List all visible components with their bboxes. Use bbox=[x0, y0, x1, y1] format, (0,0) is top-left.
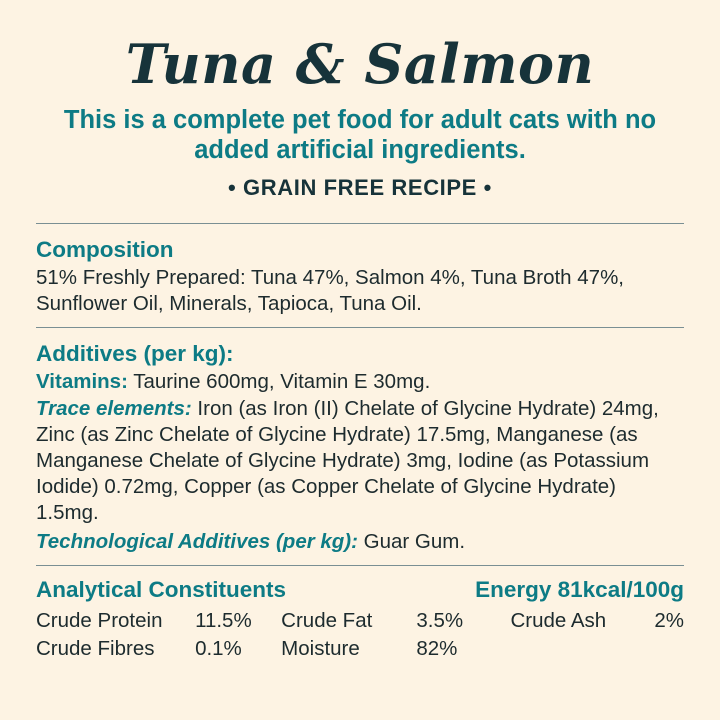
analytical-header-row bbox=[36, 576, 684, 603]
cell-name: Crude Ash bbox=[510, 609, 607, 633]
table-row bbox=[36, 607, 684, 635]
trace-elements-label: Trace elements: bbox=[36, 396, 192, 420]
technological-additives-line bbox=[36, 529, 684, 556]
divider-middle bbox=[36, 327, 684, 328]
composition-heading: Composition bbox=[36, 236, 174, 262]
trace-elements-line bbox=[36, 396, 684, 527]
additives-section bbox=[36, 338, 684, 555]
vitamins-text: Taurine 600mg, Vitamin E 30mg. bbox=[127, 370, 431, 394]
analytical-section bbox=[36, 576, 684, 662]
cell-name: Moisture bbox=[281, 637, 360, 661]
cell-value: 11.5% bbox=[195, 609, 252, 633]
table-row bbox=[36, 635, 684, 663]
cell-value: 2% bbox=[654, 609, 684, 633]
cell-value: 82% bbox=[416, 637, 458, 661]
energy-value: Energy 81kcal/100g bbox=[475, 577, 684, 603]
analytical-heading: Analytical Constituents bbox=[36, 577, 287, 603]
vitamins-line bbox=[36, 369, 684, 395]
grain-free-recipe-line: • GRAIN FREE RECIPE • bbox=[228, 174, 492, 200]
divider-top bbox=[36, 223, 684, 224]
page-title: Tuna & Salmon bbox=[125, 32, 595, 96]
trace-elements-text: Iron (as Iron (II) Chelate of Glycine Hydrate) 24mg, Zinc (as Zinc Chelate of Glycine Hydrate) 17.5mg, Manganese (as Manganese Chelate of Glycine Hydrate) 3mg, Iodine (as Potassium Iodide) 0.72mg, Copper (as Copper Chelate of Glycine Hydrate) 1.5mg. bbox=[36, 396, 659, 525]
technological-additives-label: Technological Additives (per kg): bbox=[36, 529, 358, 553]
cell-value: 0.1% bbox=[195, 637, 242, 661]
technological-additives-text: Guar Gum. bbox=[357, 529, 466, 553]
analytical-table bbox=[36, 607, 684, 662]
cell-name: Crude Fat bbox=[281, 609, 373, 633]
additives-heading: Additives (per kg): bbox=[36, 341, 234, 367]
cell-name: Crude Protein bbox=[36, 609, 163, 633]
divider-bottom bbox=[36, 565, 684, 566]
cell-value bbox=[654, 635, 684, 663]
cell-value: 3.5% bbox=[416, 609, 464, 633]
cell-name: Crude Fibres bbox=[36, 637, 155, 661]
composition-section bbox=[36, 234, 684, 317]
composition-text: 51% Freshly Prepared: Tuna 47%, Salmon 4%, Tuna Broth 47%, Sunflower Oil, Minerals, Tapioca, Tuna Oil. bbox=[36, 265, 624, 316]
vitamins-label: Vitamins: bbox=[36, 370, 128, 394]
cell-name bbox=[510, 635, 654, 663]
bottom-spacer bbox=[36, 663, 684, 708]
subtitle: This is a complete pet food for adult cats with no added artificial ingredients. bbox=[63, 105, 657, 164]
